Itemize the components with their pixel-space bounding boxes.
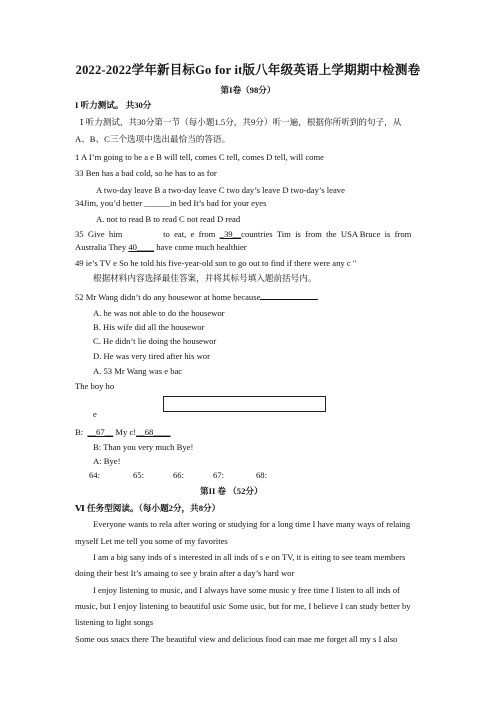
blank-40: 40____: [128, 242, 155, 252]
question-35-text-b: countries Tim is from the USA Bruce is from: [241, 229, 412, 239]
answer-num-68: 68:: [256, 470, 267, 480]
section-listening-heading: I 听力测试。 共30分: [75, 100, 152, 110]
answer-num-64: 64:: [89, 470, 100, 480]
passage-line-2: myself Let me tell you some of my favorites: [75, 536, 228, 546]
dialog-b-text: My c!: [113, 427, 137, 437]
question-35-line1: [75, 229, 411, 240]
answer-num-66: 66:: [173, 470, 184, 480]
question-34-options: A. not to read B to read C not read D read: [96, 214, 241, 224]
passage-line-6: music, but I enjoy listening to beautiful usic Some usic, but for me, I believe I can study better by: [75, 601, 411, 611]
question-49: 49 ie’s TV e So he told his five-year-old son to go out to find if there were any c ": [75, 258, 357, 268]
volume-one-heading: 第I卷（98分）: [220, 85, 276, 95]
question-34: 34Jim, you’d better ______in bed It’s bad for your eyes: [75, 198, 267, 208]
question-52-option-d: D. He was very tired after his wor: [93, 351, 210, 361]
passage-line-4: doing their best It’s amaing to see y brain after a day’s hard wor: [75, 568, 295, 578]
reading-instruction: 根据材料内容选择最佳答案，并将其标号填入题前括号内。: [93, 273, 317, 283]
question-33-options: A two-day leave B a two-day leave C two day’s leave D two-day’s leave: [96, 185, 345, 195]
passage-line-1: Everyone wants to rela after woring or studying for a long time I have many ways of relaing: [93, 519, 411, 529]
passage-line-5: I enjoy listening to music, and I always have some music y free time I listen to all inds of: [93, 585, 400, 595]
question-52-option-b: B. His wife did all the housewor: [93, 322, 205, 332]
question-33: 33 Ben has a bad cold, so he has to as for: [75, 168, 217, 178]
question-52: [75, 291, 318, 303]
blank-39: _39__: [219, 229, 242, 239]
answer-num-65: 65:: [133, 470, 144, 480]
section-task-reading-heading: Ⅵ 任务型阅读。（每小题2分，共8分）: [75, 503, 221, 513]
answer-line: [260, 291, 318, 300]
passage-line-3: I am a big sany inds of s interested in all inds of s e on TV, it is eiting to see team members: [93, 552, 406, 562]
question-35-text-a: 35 Give him to eat, e from: [75, 229, 220, 239]
question-52-text: 52 Mr Wang didn’t do any housewor at home because: [75, 292, 261, 302]
dialog-b-line: [75, 427, 171, 438]
volume-two-heading: 第II 卷 （52分）: [200, 486, 263, 496]
question-52-option-a: A. he was not able to do the housewor: [93, 308, 225, 318]
answer-box: [163, 396, 326, 412]
dialog-b-speaker: B:: [75, 427, 88, 437]
question-35-line2-a: Australia They: [75, 242, 129, 252]
blank-68: __68____: [136, 427, 171, 437]
blank-67: __67__: [87, 427, 114, 437]
boy-line: The boy ho: [75, 381, 115, 391]
listening-instruction-line1: Ⅰ 听力测试，共30分第一节（每小题1.5分，共9分）听一遍，根据你所听到的句子，从: [80, 117, 402, 127]
passage-line-7: listening to light songs: [75, 617, 154, 627]
dialog-line-1: B: Than you very much Bye!: [93, 442, 194, 452]
passage-line-8: Some ous snacs there The beautiful view and delicious food can mae me forget all my s I also: [75, 634, 398, 644]
question-1: 1 A I’m going to be a e B will tell, comes C tell, comes D tell, will come: [75, 152, 324, 162]
answer-num-67: 67:: [213, 470, 224, 480]
exam-title: 2022-2022学年新目标Go for it版八年级英语上学期期中检测卷: [75, 63, 421, 77]
question-52-option-c: C. He didn’t lie doing the housewor: [93, 336, 217, 346]
dialog-line-2: A: Bye!: [93, 456, 121, 466]
question-53: A. 53 Mr Wang was e bac: [93, 366, 183, 376]
letter-e: e: [93, 409, 97, 419]
listening-instruction-line2: A、B、C三个选项中选出最恰当的答语。: [75, 134, 231, 144]
question-35-line2: [75, 242, 247, 253]
question-35-line2-b: have come much healthier: [154, 242, 247, 252]
